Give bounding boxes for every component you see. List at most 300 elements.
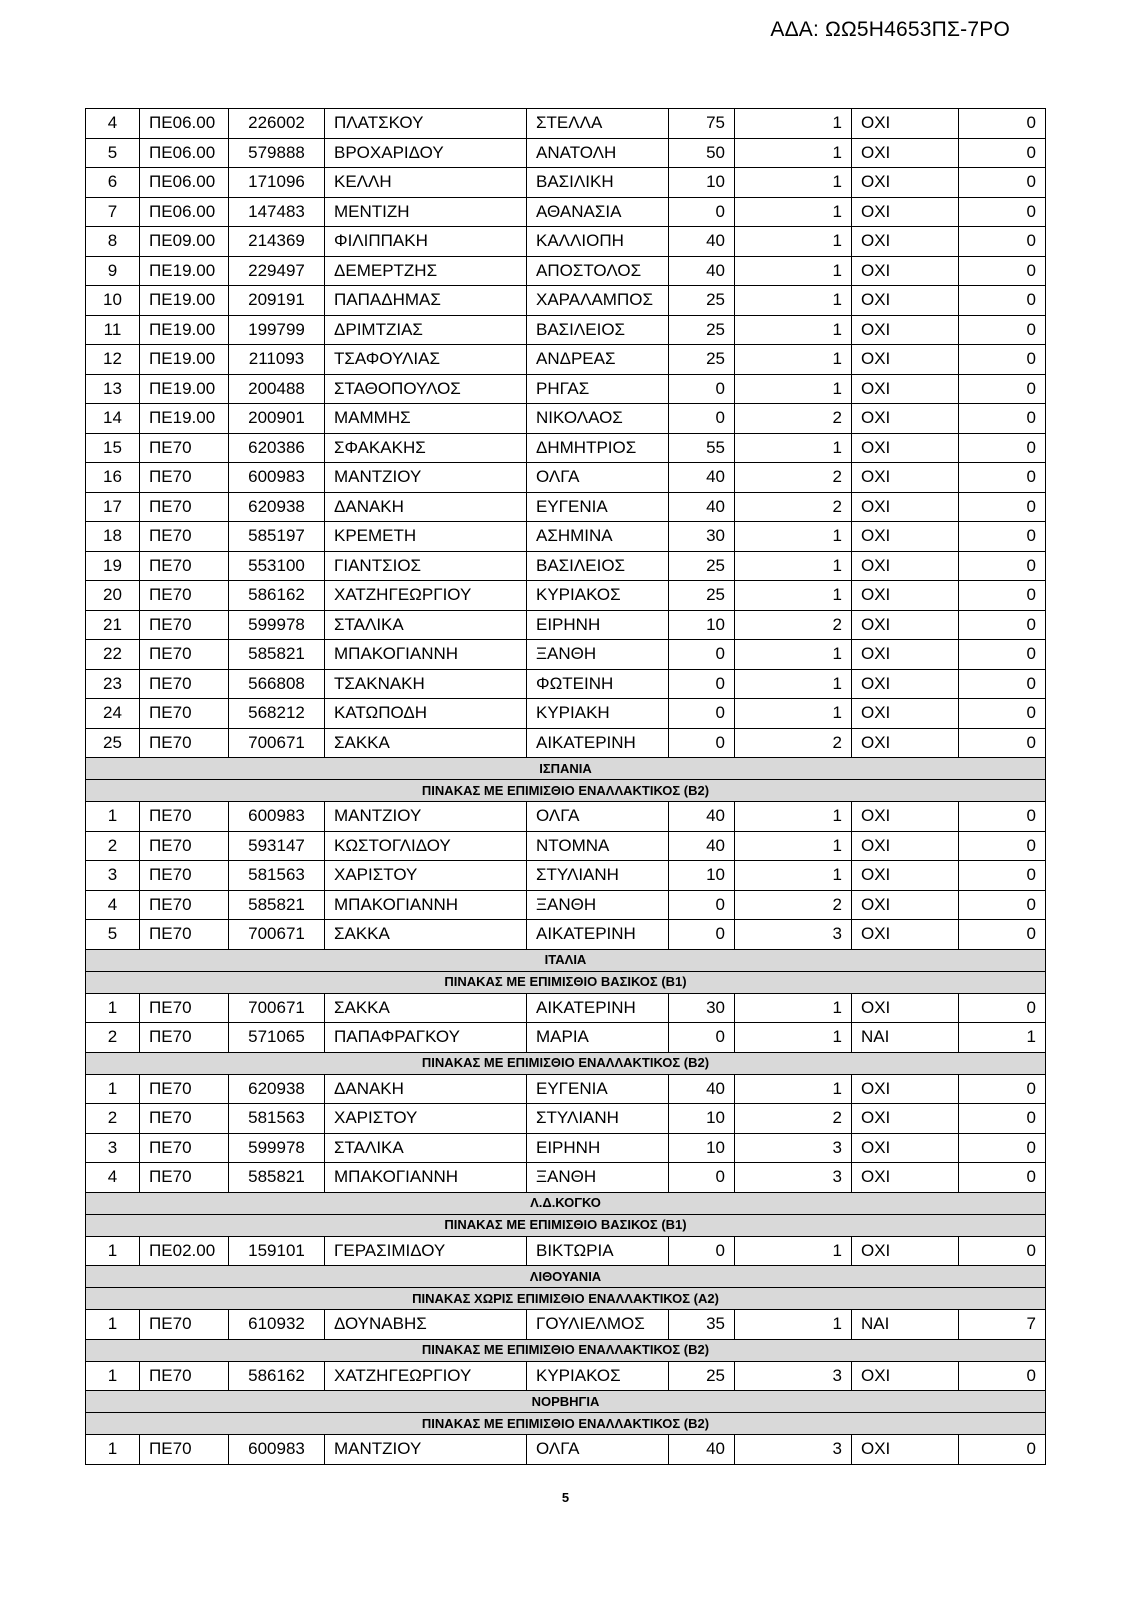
cell-surname: ΣΑΚΚΑ — [325, 993, 527, 1023]
cell-points: 40 — [669, 1435, 735, 1465]
cell-surname: ΧΑΡΙΣΤΟΥ — [325, 861, 527, 891]
table-row — [86, 1310, 1046, 1340]
cell-yes-no: ΝΑΙ — [852, 1310, 959, 1340]
cell-first-name: ΝΙΚΟΛΑΟΣ — [527, 404, 669, 434]
cell-points: 25 — [669, 286, 735, 316]
cell-first-name: ΣΤΥΛΙΑΝΗ — [527, 861, 669, 891]
cell-count: 0 — [959, 831, 1046, 861]
cell-registry-number: 229497 — [229, 256, 325, 286]
cell-registry-number: 566808 — [229, 669, 325, 699]
cell-registry-number: 209191 — [229, 286, 325, 316]
cell-points: 25 — [669, 581, 735, 611]
cell-surname: ΚΡΕΜΕΤΗ — [325, 522, 527, 552]
table-row — [86, 890, 1046, 920]
cell-surname: ΣΤΑΛΙΚΑ — [325, 610, 527, 640]
cell-yes-no: ΟΧΙ — [852, 374, 959, 404]
cell-yes-no: ΟΧΙ — [852, 993, 959, 1023]
cell-yes-no: ΟΧΙ — [852, 610, 959, 640]
cell-surname: ΣΑΚΚΑ — [325, 920, 527, 950]
cell-points: 0 — [669, 669, 735, 699]
section-header-row — [86, 1413, 1046, 1435]
cell-points: 40 — [669, 492, 735, 522]
cell-registry-number: 610932 — [229, 1310, 325, 1340]
section-header-row — [86, 1052, 1046, 1074]
cell-row-number: 12 — [86, 345, 140, 375]
cell-registry-number: 159101 — [229, 1236, 325, 1266]
cell-count: 0 — [959, 1361, 1046, 1391]
cell-surname: ΤΣΑΦΟΥΛΙΑΣ — [325, 345, 527, 375]
section-header-row — [86, 1391, 1046, 1413]
cell-yes-no: ΟΧΙ — [852, 286, 959, 316]
cell-count: 0 — [959, 345, 1046, 375]
table-row — [86, 1074, 1046, 1104]
cell-specialty: ΠΕ70 — [140, 1104, 229, 1134]
cell-first-name: ΒΑΣΙΛΕΙΟΣ — [527, 315, 669, 345]
page-number: 5 — [561, 1490, 570, 1505]
cell-row-number: 9 — [86, 256, 140, 286]
cell-first-name: ΟΛΓΑ — [527, 1435, 669, 1465]
cell-specialty: ΠΕ70 — [140, 669, 229, 699]
cell-count: 0 — [959, 640, 1046, 670]
cell-first-name: ΡΗΓΑΣ — [527, 374, 669, 404]
cell-specialty: ΠΕ70 — [140, 581, 229, 611]
cell-row-number: 3 — [86, 1133, 140, 1163]
table-row — [86, 551, 1046, 581]
cell-first-name: ΕΥΓΕΝΙΑ — [527, 492, 669, 522]
section-title: ΙΣΠΑΝΙΑ — [86, 758, 1046, 780]
cell-surname: ΚΕΛΛΗ — [325, 168, 527, 198]
cell-surname: ΜΑΝΤΖΙΟΥ — [325, 463, 527, 493]
table-row — [86, 1133, 1046, 1163]
table-row — [86, 920, 1046, 950]
table-row — [86, 138, 1046, 168]
table-row — [86, 433, 1046, 463]
cell-first-name: ΒΑΣΙΛΕΙΟΣ — [527, 551, 669, 581]
cell-first-name: ΟΛΓΑ — [527, 802, 669, 832]
table-row — [86, 831, 1046, 861]
cell-registry-number: 599978 — [229, 1133, 325, 1163]
cell-row-number: 1 — [86, 1074, 140, 1104]
cell-yes-no: ΟΧΙ — [852, 802, 959, 832]
cell-surname: ΧΑΤΖΗΓΕΩΡΓΙΟΥ — [325, 581, 527, 611]
cell-registry-number: 171096 — [229, 168, 325, 198]
cell-specialty: ΠΕ70 — [140, 993, 229, 1023]
cell-points: 50 — [669, 138, 735, 168]
cell-preference: 1 — [735, 1310, 852, 1340]
table-row — [86, 699, 1046, 729]
cell-registry-number: 620938 — [229, 492, 325, 522]
cell-row-number: 18 — [86, 522, 140, 552]
cell-first-name: ΒΙΚΤΩΡΙΑ — [527, 1236, 669, 1266]
cell-preference: 1 — [735, 699, 852, 729]
cell-preference: 1 — [735, 581, 852, 611]
cell-yes-no: ΟΧΙ — [852, 404, 959, 434]
cell-surname: ΣΤΑΛΙΚΑ — [325, 1133, 527, 1163]
cell-specialty: ΠΕ70 — [140, 802, 229, 832]
cell-row-number: 4 — [86, 109, 140, 139]
cell-specialty: ΠΕ70 — [140, 890, 229, 920]
cell-specialty: ΠΕ19.00 — [140, 286, 229, 316]
cell-registry-number: 571065 — [229, 1023, 325, 1053]
cell-preference: 3 — [735, 920, 852, 950]
section-header-row — [86, 949, 1046, 971]
cell-surname: ΓΙΑΝΤΣΙΟΣ — [325, 551, 527, 581]
cell-count: 0 — [959, 802, 1046, 832]
cell-surname: ΣΤΑΘΟΠΟΥΛΟΣ — [325, 374, 527, 404]
cell-registry-number: 585821 — [229, 890, 325, 920]
cell-points: 10 — [669, 1104, 735, 1134]
cell-first-name: ΒΑΣΙΛΙΚΗ — [527, 168, 669, 198]
table-row — [86, 492, 1046, 522]
cell-preference: 1 — [735, 168, 852, 198]
cell-specialty: ΠΕ70 — [140, 463, 229, 493]
cell-row-number: 23 — [86, 669, 140, 699]
cell-surname: ΚΩΣΤΟΓΛΙΔΟΥ — [325, 831, 527, 861]
cell-count: 0 — [959, 551, 1046, 581]
cell-first-name: ΞΑΝΘΗ — [527, 1163, 669, 1193]
section-title: ΝΟΡΒΗΓΙΑ — [86, 1391, 1046, 1413]
section-title: ΠΙΝΑΚΑΣ ΜΕ ΕΠΙΜΙΣΘΙΟ ΒΑΣΙΚΟΣ (Β1) — [86, 1214, 1046, 1236]
cell-yes-no: ΟΧΙ — [852, 1163, 959, 1193]
cell-surname: ΚΑΤΩΠΟΔΗ — [325, 699, 527, 729]
cell-specialty: ΠΕ70 — [140, 920, 229, 950]
cell-surname: ΠΛΑΤΣΚΟΥ — [325, 109, 527, 139]
cell-count: 0 — [959, 1236, 1046, 1266]
cell-yes-no: ΟΧΙ — [852, 227, 959, 257]
cell-first-name: ΑΝΔΡΕΑΣ — [527, 345, 669, 375]
cell-yes-no: ΟΧΙ — [852, 728, 959, 758]
cell-count: 0 — [959, 522, 1046, 552]
cell-specialty: ΠΕ19.00 — [140, 374, 229, 404]
cell-count: 0 — [959, 1104, 1046, 1134]
cell-points: 0 — [669, 640, 735, 670]
cell-yes-no: ΟΧΙ — [852, 138, 959, 168]
cell-row-number: 22 — [86, 640, 140, 670]
cell-points: 10 — [669, 1133, 735, 1163]
cell-row-number: 1 — [86, 802, 140, 832]
cell-row-number: 5 — [86, 138, 140, 168]
cell-yes-no: ΟΧΙ — [852, 1236, 959, 1266]
cell-row-number: 1 — [86, 1361, 140, 1391]
cell-count: 0 — [959, 610, 1046, 640]
cell-points: 35 — [669, 1310, 735, 1340]
cell-surname: ΦΙΛΙΠΠΑΚΗ — [325, 227, 527, 257]
cell-count: 0 — [959, 699, 1046, 729]
cell-preference: 2 — [735, 728, 852, 758]
cell-specialty: ΠΕ19.00 — [140, 345, 229, 375]
cell-preference: 3 — [735, 1163, 852, 1193]
table-row — [86, 286, 1046, 316]
cell-registry-number: 581563 — [229, 861, 325, 891]
cell-first-name: ΑΙΚΑΤΕΡΙΝΗ — [527, 993, 669, 1023]
cell-count: 0 — [959, 404, 1046, 434]
cell-surname: ΔΑΝΑΚΗ — [325, 492, 527, 522]
cell-specialty: ΠΕ06.00 — [140, 197, 229, 227]
cell-yes-no: ΟΧΙ — [852, 831, 959, 861]
cell-first-name: ΑΘΑΝΑΣΙΑ — [527, 197, 669, 227]
cell-specialty: ΠΕ70 — [140, 1310, 229, 1340]
cell-yes-no: ΟΧΙ — [852, 861, 959, 891]
cell-yes-no: ΟΧΙ — [852, 890, 959, 920]
cell-points: 25 — [669, 345, 735, 375]
cell-row-number: 5 — [86, 920, 140, 950]
cell-preference: 1 — [735, 197, 852, 227]
cell-specialty: ΠΕ70 — [140, 831, 229, 861]
cell-specialty: ΠΕ70 — [140, 433, 229, 463]
cell-specialty: ΠΕ19.00 — [140, 404, 229, 434]
cell-count: 0 — [959, 492, 1046, 522]
cell-yes-no: ΟΧΙ — [852, 433, 959, 463]
section-header-row — [86, 1339, 1046, 1361]
section-header-row — [86, 758, 1046, 780]
cell-registry-number: 226002 — [229, 109, 325, 139]
cell-surname: ΒΡΟΧΑΡΙΔΟΥ — [325, 138, 527, 168]
cell-preference: 1 — [735, 640, 852, 670]
cell-first-name: ΓΟΥΛΙΕΛΜΟΣ — [527, 1310, 669, 1340]
table-row — [86, 993, 1046, 1023]
cell-registry-number: 211093 — [229, 345, 325, 375]
cell-yes-no: ΟΧΙ — [852, 1133, 959, 1163]
cell-points: 0 — [669, 197, 735, 227]
cell-points: 10 — [669, 168, 735, 198]
cell-specialty: ΠΕ70 — [140, 1023, 229, 1053]
cell-yes-no: ΟΧΙ — [852, 920, 959, 950]
cell-preference: 1 — [735, 522, 852, 552]
cell-specialty: ΠΕ70 — [140, 1361, 229, 1391]
table-row — [86, 1163, 1046, 1193]
cell-surname: ΔΡΙΜΤΖΙΑΣ — [325, 315, 527, 345]
cell-preference: 1 — [735, 551, 852, 581]
cell-points: 40 — [669, 831, 735, 861]
cell-row-number: 8 — [86, 227, 140, 257]
cell-points: 55 — [669, 433, 735, 463]
cell-points: 0 — [669, 404, 735, 434]
cell-first-name: ΑΠΟΣΤΟΛΟΣ — [527, 256, 669, 286]
section-header-row — [86, 1266, 1046, 1288]
cell-preference: 1 — [735, 1074, 852, 1104]
section-header-row — [86, 1214, 1046, 1236]
cell-registry-number: 600983 — [229, 1435, 325, 1465]
cell-surname: ΠΑΠΑΔΗΜΑΣ — [325, 286, 527, 316]
cell-yes-no: ΟΧΙ — [852, 109, 959, 139]
table-row — [86, 1435, 1046, 1465]
cell-preference: 1 — [735, 227, 852, 257]
cell-row-number: 10 — [86, 286, 140, 316]
cell-first-name: ΚΥΡΙΑΚΗ — [527, 699, 669, 729]
cell-surname: ΜΑΜΜΗΣ — [325, 404, 527, 434]
cell-registry-number: 600983 — [229, 463, 325, 493]
cell-points: 75 — [669, 109, 735, 139]
section-title: ΠΙΝΑΚΑΣ ΧΩΡΙΣ ΕΠΙΜΙΣΘΙΟ ΕΝΑΛΛΑΚΤΙΚΟΣ (Α2) — [86, 1288, 1046, 1310]
cell-surname: ΜΑΝΤΖΙΟΥ — [325, 1435, 527, 1465]
cell-preference: 3 — [735, 1133, 852, 1163]
cell-preference: 1 — [735, 1236, 852, 1266]
cell-registry-number: 600983 — [229, 802, 325, 832]
cell-count: 0 — [959, 669, 1046, 699]
cell-surname: ΣΑΚΚΑ — [325, 728, 527, 758]
section-title: ΠΙΝΑΚΑΣ ΜΕ ΕΠΙΜΙΣΘΙΟ ΕΝΑΛΛΑΚΤΙΚΟΣ (Β2) — [86, 1339, 1046, 1361]
cell-first-name: ΚΥΡΙΑΚΟΣ — [527, 1361, 669, 1391]
cell-registry-number: 585197 — [229, 522, 325, 552]
section-header-row — [86, 1192, 1046, 1214]
cell-row-number: 1 — [86, 1310, 140, 1340]
cell-registry-number: 620938 — [229, 1074, 325, 1104]
section-title: ΛΙΘΟΥΑΝΙΑ — [86, 1266, 1046, 1288]
cell-first-name: ΣΤΥΛΙΑΝΗ — [527, 1104, 669, 1134]
cell-count: 0 — [959, 993, 1046, 1023]
cell-row-number: 2 — [86, 1023, 140, 1053]
cell-surname: ΔΑΝΑΚΗ — [325, 1074, 527, 1104]
cell-points: 0 — [669, 920, 735, 950]
cell-registry-number: 581563 — [229, 1104, 325, 1134]
cell-first-name: ΞΑΝΘΗ — [527, 640, 669, 670]
table-row — [86, 581, 1046, 611]
table-row — [86, 802, 1046, 832]
cell-yes-no: ΟΧΙ — [852, 1074, 959, 1104]
cell-count: 1 — [959, 1023, 1046, 1053]
cell-registry-number: 585821 — [229, 640, 325, 670]
cell-specialty: ΠΕ70 — [140, 640, 229, 670]
section-title: Λ.Δ.ΚΟΓΚΟ — [86, 1192, 1046, 1214]
cell-row-number: 17 — [86, 492, 140, 522]
table-row — [86, 728, 1046, 758]
cell-specialty: ΠΕ70 — [140, 1074, 229, 1104]
cell-first-name: ΑΙΚΑΤΕΡΙΝΗ — [527, 728, 669, 758]
cell-yes-no: ΟΧΙ — [852, 640, 959, 670]
cell-first-name: ΕΙΡΗΝΗ — [527, 1133, 669, 1163]
cell-specialty: ΠΕ70 — [140, 492, 229, 522]
table-row — [86, 315, 1046, 345]
cell-yes-no: ΟΧΙ — [852, 551, 959, 581]
cell-preference: 1 — [735, 345, 852, 375]
ada-code: ΑΔΑ: ΩΩ5Η4653ΠΣ-7ΡΟ — [770, 18, 1010, 41]
cell-count: 0 — [959, 1133, 1046, 1163]
cell-preference: 1 — [735, 138, 852, 168]
cell-registry-number: 568212 — [229, 699, 325, 729]
cell-yes-no: ΟΧΙ — [852, 522, 959, 552]
cell-yes-no: ΟΧΙ — [852, 315, 959, 345]
cell-count: 0 — [959, 920, 1046, 950]
cell-registry-number: 199799 — [229, 315, 325, 345]
cell-registry-number: 599978 — [229, 610, 325, 640]
cell-preference: 1 — [735, 286, 852, 316]
cell-specialty: ΠΕ06.00 — [140, 168, 229, 198]
cell-row-number: 19 — [86, 551, 140, 581]
cell-yes-no: ΟΧΙ — [852, 1361, 959, 1391]
cell-yes-no: ΟΧΙ — [852, 1104, 959, 1134]
cell-points: 30 — [669, 522, 735, 552]
cell-surname: ΧΑΤΖΗΓΕΩΡΓΙΟΥ — [325, 1361, 527, 1391]
table-row — [86, 1104, 1046, 1134]
cell-first-name: ΟΛΓΑ — [527, 463, 669, 493]
table-row — [86, 227, 1046, 257]
cell-specialty: ΠΕ70 — [140, 1133, 229, 1163]
cell-yes-no: ΟΧΙ — [852, 256, 959, 286]
cell-count: 0 — [959, 256, 1046, 286]
cell-registry-number: 586162 — [229, 581, 325, 611]
cell-preference: 1 — [735, 315, 852, 345]
cell-preference: 2 — [735, 610, 852, 640]
cell-registry-number: 593147 — [229, 831, 325, 861]
table-row — [86, 374, 1046, 404]
cell-surname: ΜΠΑΚΟΓΙΑΝΝΗ — [325, 640, 527, 670]
cell-specialty: ΠΕ70 — [140, 728, 229, 758]
table-row — [86, 1236, 1046, 1266]
cell-count: 0 — [959, 1435, 1046, 1465]
section-title: ΠΙΝΑΚΑΣ ΜΕ ΕΠΙΜΙΣΘΙΟ ΒΑΣΙΚΟΣ (Β1) — [86, 971, 1046, 993]
cell-preference: 1 — [735, 1023, 852, 1053]
cell-count: 0 — [959, 197, 1046, 227]
cell-row-number: 16 — [86, 463, 140, 493]
cell-row-number: 4 — [86, 1163, 140, 1193]
cell-points: 30 — [669, 993, 735, 1023]
cell-points: 25 — [669, 1361, 735, 1391]
section-header-row — [86, 780, 1046, 802]
cell-first-name: ΚΥΡΙΑΚΟΣ — [527, 581, 669, 611]
cell-count: 0 — [959, 728, 1046, 758]
cell-first-name: ΧΑΡΑΛΑΜΠΟΣ — [527, 286, 669, 316]
cell-first-name: ΚΑΛΛΙΟΠΗ — [527, 227, 669, 257]
cell-specialty: ΠΕ19.00 — [140, 256, 229, 286]
cell-first-name: ΕΥΓΕΝΙΑ — [527, 1074, 669, 1104]
table-row — [86, 256, 1046, 286]
cell-first-name: ΝΤΟΜΝΑ — [527, 831, 669, 861]
cell-registry-number: 553100 — [229, 551, 325, 581]
cell-points: 40 — [669, 463, 735, 493]
cell-count: 0 — [959, 463, 1046, 493]
table-row — [86, 168, 1046, 198]
cell-row-number: 14 — [86, 404, 140, 434]
cell-preference: 1 — [735, 374, 852, 404]
cell-surname: ΓΕΡΑΣΙΜΙΔΟΥ — [325, 1236, 527, 1266]
cell-preference: 1 — [735, 433, 852, 463]
cell-points: 10 — [669, 861, 735, 891]
table-body — [86, 109, 1046, 1465]
cell-row-number: 2 — [86, 831, 140, 861]
cell-registry-number: 579888 — [229, 138, 325, 168]
cell-points: 0 — [669, 1023, 735, 1053]
cell-preference: 2 — [735, 890, 852, 920]
cell-first-name: ΑΝΑΤΟΛΗ — [527, 138, 669, 168]
cell-registry-number: 214369 — [229, 227, 325, 257]
results-table — [85, 108, 1046, 1465]
table-row — [86, 640, 1046, 670]
cell-yes-no: ΟΧΙ — [852, 197, 959, 227]
cell-specialty: ΠΕ06.00 — [140, 138, 229, 168]
cell-preference: 1 — [735, 256, 852, 286]
cell-points: 25 — [669, 551, 735, 581]
cell-preference: 2 — [735, 463, 852, 493]
cell-row-number: 2 — [86, 1104, 140, 1134]
table-row — [86, 345, 1046, 375]
cell-count: 0 — [959, 109, 1046, 139]
cell-specialty: ΠΕ70 — [140, 610, 229, 640]
cell-points: 10 — [669, 610, 735, 640]
cell-yes-no: ΟΧΙ — [852, 699, 959, 729]
cell-preference: 2 — [735, 404, 852, 434]
cell-specialty: ΠΕ70 — [140, 861, 229, 891]
cell-row-number: 1 — [86, 1435, 140, 1465]
cell-points: 0 — [669, 374, 735, 404]
cell-specialty: ΠΕ06.00 — [140, 109, 229, 139]
cell-row-number: 15 — [86, 433, 140, 463]
cell-points: 40 — [669, 1074, 735, 1104]
cell-preference: 1 — [735, 109, 852, 139]
table-row — [86, 610, 1046, 640]
cell-row-number: 20 — [86, 581, 140, 611]
cell-specialty: ΠΕ70 — [140, 522, 229, 552]
cell-row-number: 24 — [86, 699, 140, 729]
